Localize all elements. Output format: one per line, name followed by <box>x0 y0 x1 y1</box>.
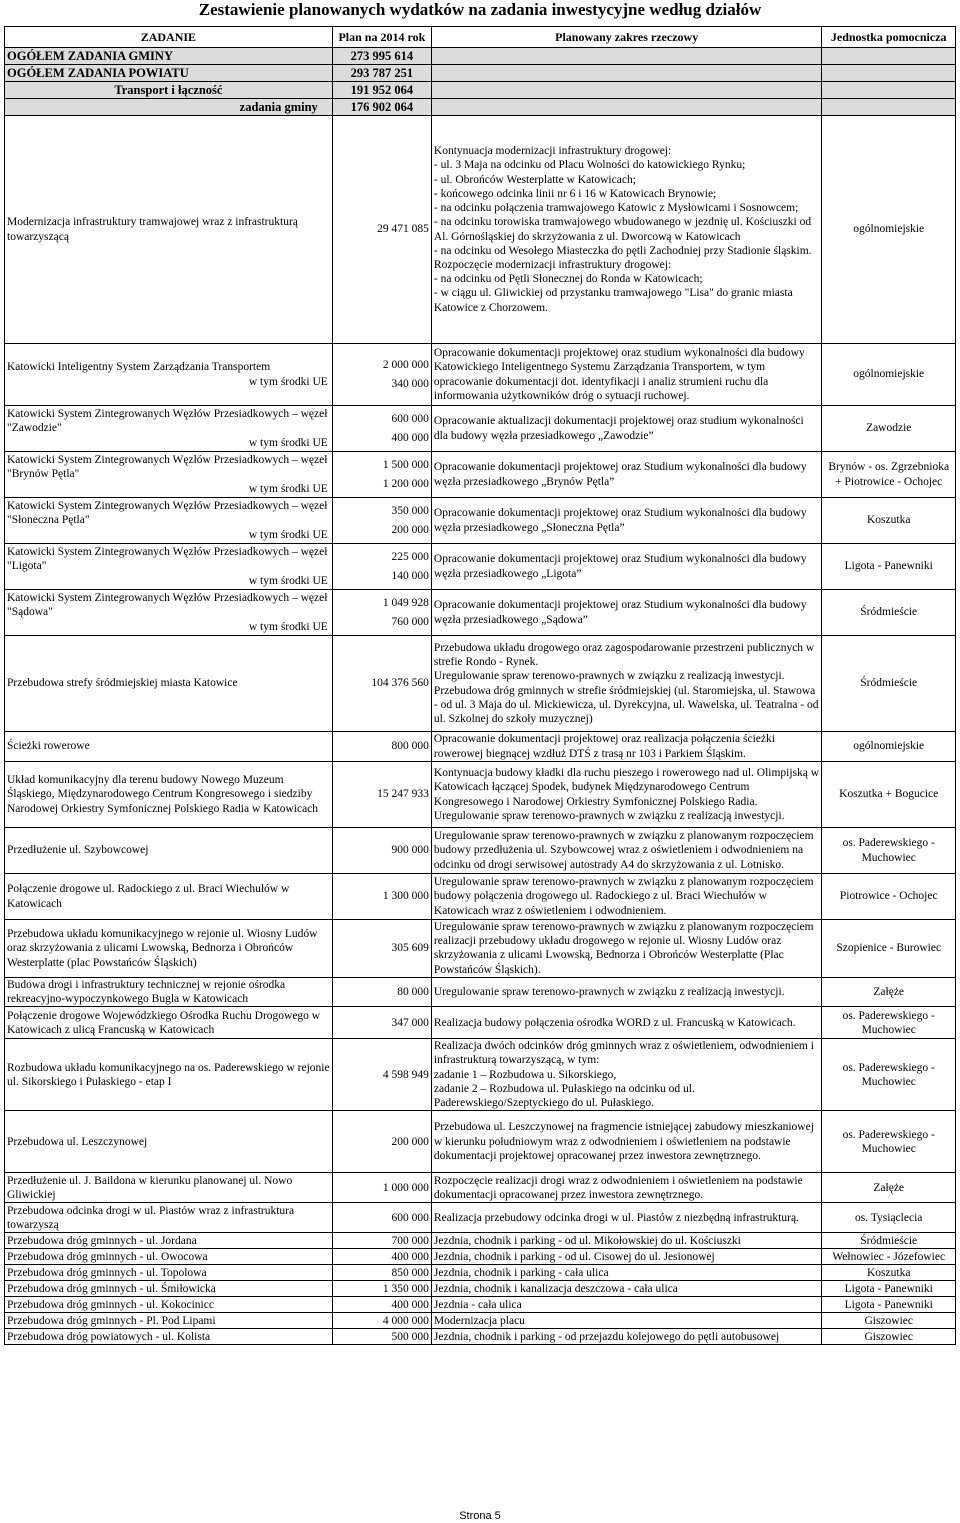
task-name: Przedłużenie ul. J. Baildona w kierunku planowanej ul. Nowo Gliwickiej <box>7 1174 293 1201</box>
table-row <box>5 828 956 874</box>
task-cell <box>5 1265 333 1281</box>
task-cell <box>5 977 333 1006</box>
plan-value: 1 300 000 <box>382 890 429 903</box>
task-name: Przebudowa dróg powiatowych - ul. Kolista <box>7 1330 211 1343</box>
plan-value: 700 000 <box>391 1234 429 1247</box>
table-row <box>5 452 956 498</box>
task-cell <box>5 1039 333 1111</box>
unit-cell: Załęże <box>822 977 956 1006</box>
task-name: Przebudowa dróg gminnych - ul. Śmiłowicka <box>7 1282 216 1295</box>
scope-cell: Jezdnia, chodnik i parking - od ul. Cisowej do ul. Jesionowej <box>431 1249 822 1265</box>
scope-cell: Jezdnia, chodnik i parking - cała ulica <box>431 1265 822 1281</box>
scope-cell: Rozpoczęcie realizacji drogi wraz z odwodnieniem i oświetleniem na podstawie dokumentacji opracowanej przez inwestora zewnętrznego. <box>431 1173 822 1203</box>
scope-cell: Jezdnia - cała ulica <box>431 1297 822 1313</box>
scope-cell: Realizacja przebudowy odcinka drogi w ul. Piastów z niezbędną infrastrukturą. <box>431 1203 822 1233</box>
plan-value: 1 000 000 <box>382 1181 429 1194</box>
header-row <box>5 27 956 48</box>
ue-value: 1 200 000 <box>382 477 429 490</box>
task-name: Połączenie drogowe ul. Radockiego z ul. Braci Wiechułów w Katowicach <box>7 883 290 910</box>
task-cell <box>5 762 333 828</box>
summary-label: OGÓŁEM ZADANIA POWIATU <box>5 65 333 82</box>
task-name: Katowicki System Zintegrowanych Węzłów Przesiadkowych – węzeł "Brynów Pętla" <box>7 454 328 481</box>
scope-cell: Uregulowanie spraw terenowo-prawnych w związku z planowanym rozpoczęciem budowy przedłużenia ul. Szybowcowej wraz z oświetleniem i odwodnieniem na odcinku od drogi serwisowej autostrady A4 do skrzyżowania z ul. Lotnisko. <box>431 828 822 874</box>
task-name: Modernizacja infrastruktury tramwajowej wraz z infrastrukturą towarzyszącą <box>7 216 298 243</box>
table-row <box>5 1313 956 1329</box>
summary-value: 293 787 251 <box>332 65 431 82</box>
plan-cell <box>332 1173 431 1203</box>
table-row <box>5 1297 956 1313</box>
plan-cell <box>332 1281 431 1297</box>
task-name: Przebudowa dróg gminnych - ul. Jordana <box>7 1234 197 1247</box>
ue-label: w tym środki UE <box>248 482 328 495</box>
unit-cell: Szopienice - Burowiec <box>822 920 956 978</box>
unit-cell: Śródmieście <box>822 636 956 732</box>
header-scope: Planowany zakres rzeczowy <box>431 27 822 48</box>
task-cell <box>5 452 333 498</box>
task-name: Ścieżki rowerowe <box>7 740 90 753</box>
task-cell <box>5 1249 333 1265</box>
scope-cell: Realizacja budowy połączenia ośrodka WORD z ul. Francuską w Katowicach. <box>431 1007 822 1039</box>
task-name: Katowicki System Zintegrowanych Węzłów Przesiadkowych – węzeł "Słoneczna Pętla" <box>7 500 328 527</box>
unit-cell: Ligota - Panewniki <box>822 1281 956 1297</box>
scope-cell: Uregulowanie spraw terenowo-prawnych w związku z planowanym rozpoczęciem budowy połączenia drogowego ul. Radockiego z ul. Braci Wiechułów w Katowicach wraz z oświetleniem i odwodnieniem. <box>431 874 822 920</box>
ue-value: 400 000 <box>391 431 429 444</box>
plan-value: 29 471 085 <box>377 223 429 236</box>
plan-cell <box>332 344 431 406</box>
page-title: Zestawienie planowanych wydatków na zadania inwestycyjne według działów <box>198 0 762 19</box>
summary-value: 191 952 064 <box>332 82 431 99</box>
task-cell <box>5 1007 333 1039</box>
task-name: Przebudowa strefy śródmiejskiej miasta Katowice <box>7 677 238 690</box>
plan-value: 4 598 949 <box>382 1068 429 1081</box>
unit-cell: os. Paderewskiego - Muchowiec <box>822 1111 956 1173</box>
unit-cell: Śródmieście <box>822 590 956 636</box>
task-cell <box>5 636 333 732</box>
task-name: Przebudowa dróg gminnych - ul. Owocowa <box>7 1250 208 1263</box>
plan-cell <box>332 1265 431 1281</box>
table-row <box>5 1233 956 1249</box>
plan-cell <box>332 920 431 978</box>
task-name: Układ komunikacyjny dla terenu budowy Nowego Muzeum Śląskiego, Międzynarodowego Centrum Kongresowego i siedziby Narodowej Orkiestry Symfonicznej Polskiego Radia w Katowicach <box>7 774 319 815</box>
task-cell <box>5 406 333 452</box>
plan-cell <box>332 116 431 344</box>
scope-cell: Modernizacja placu <box>431 1313 822 1329</box>
task-name: Przedłużenie ul. Szybowcowej <box>7 844 149 857</box>
unit-cell: Brynów - os. Zgrzebnioka + Piotrowice - Ochojec <box>822 452 956 498</box>
unit-cell: ogólnomiejskie <box>822 344 956 406</box>
plan-value: 800 000 <box>391 740 429 753</box>
plan-cell <box>332 1313 431 1329</box>
summary-value: 176 902 064 <box>332 99 431 116</box>
summary-value: 273 995 614 <box>332 48 431 65</box>
summary-empty <box>431 99 822 116</box>
summary-row <box>5 82 956 99</box>
plan-cell <box>332 1007 431 1039</box>
task-name: Budowa drogi i infrastruktury technicznej w rejonie ośrodka rekreacyjno-wypoczynkowego Bugla w Katowicach <box>7 978 286 1006</box>
plan-cell <box>332 1039 431 1111</box>
task-cell <box>5 1281 333 1297</box>
summary-empty <box>822 99 956 116</box>
summary-row <box>5 65 956 82</box>
plan-cell <box>332 828 431 874</box>
unit-cell: Koszutka + Bogucice <box>822 762 956 828</box>
scope-cell: Opracowanie dokumentacji projektowej oraz Studium wykonalności dla budowy węzła przesiadkowego „Brynów Pętla” <box>431 452 822 498</box>
scope-cell: Kontynuacja budowy kładki dla ruchu pieszego i rowerowego nad ul. Olimpijską w Katowicach łączącej Spodek, budynek Międzynarodowego Centrum Kongresowego i Narodowej Orkiestry Symfonicznej Polskiego Radia. Uregulowanie spraw terenowo-prawnych w związku z realizacją inwestycji. <box>431 762 822 828</box>
scope-cell: Opracowanie dokumentacji projektowej oraz Studium wykonalności dla budowy węzła przesiadkowego „Słoneczna Pętla” <box>431 498 822 544</box>
task-name: Połączenie drogowe Wojewódzkiego Ośrodka Ruchu Drogowego w Katowicach z ulicą Francuską w Katowicach <box>7 1009 321 1036</box>
plan-value: 400 000 <box>391 1298 429 1311</box>
plan-cell <box>332 544 431 590</box>
plan-value: 900 000 <box>391 844 429 857</box>
scope-cell: Przebudowa ul. Leszczynowej na fragmencie istniejącej zabudowy mieszkaniowej w kierunku południowym wraz z odwodnieniem i oświetleniem na podstawie dokumentacji projektowej opracowanej przez inwestora zewnętrznego. <box>431 1111 822 1173</box>
task-cell <box>5 1173 333 1203</box>
plan-value: 850 000 <box>391 1266 429 1279</box>
task-cell <box>5 1203 333 1233</box>
unit-cell: Ligota - Panewniki <box>822 1297 956 1313</box>
table-row <box>5 636 956 732</box>
table-row <box>5 1111 956 1173</box>
scope-cell: Opracowanie aktualizacji dokumentacji projektowej oraz studium wykonalności dla budowy węzła przesiadkowego „Zawodzie” <box>431 406 822 452</box>
table-row <box>5 344 956 406</box>
table-row <box>5 1281 956 1297</box>
unit-cell: ogólnomiejskie <box>822 732 956 762</box>
plan-value: 2 000 000 <box>382 359 429 372</box>
task-cell <box>5 874 333 920</box>
plan-cell <box>332 977 431 1006</box>
task-name: Katowicki System Zintegrowanych Węzłów Przesiadkowych – węzeł "Zawodzie" <box>7 408 328 435</box>
unit-cell: Giszowiec <box>822 1329 956 1345</box>
plan-value: 600 000 <box>391 413 429 426</box>
task-name: Przebudowa dróg gminnych - Pl. Pod Lipami <box>7 1314 216 1327</box>
table-row <box>5 977 956 1006</box>
task-name: Katowicki System Zintegrowanych Węzłów Przesiadkowych – węzeł "Ligota" <box>7 546 328 573</box>
task-name: Katowicki Inteligentny System Zarządzania Transportem <box>7 361 271 374</box>
header-unit: Jednostka pomocnicza <box>822 27 956 48</box>
task-cell <box>5 1111 333 1173</box>
scope-cell: Kontynuacja modernizacji infrastruktury drogowej: - ul. 3 Maja na odcinku od Placu Wolności do katowickiego Rynku; - ul. Obrońców Westerplatte w Katowicach; - końcowego odcinka linii nr 6 i 16 w Katowicach Brynowie; - na odcinku połączenia tramwajowego Katowic z Mysłowicami i Sosnowcem; - na odcinku torowiska tramwajowego wbudowanego w jezdnię ul. Kościuszki od Al. Górnośląskiej do skrzyżowania z ul. Dworcową w Katowicach - na odcinku od Wesołego Miasteczka do pętli Zachodniej przy Stadionie śląskim. Rozpoczęcie modernizacji infrastruktury drogowej: - na odcinku od Pętli Słonecznej do Ronda w Katowicach; - w ciągu ul. Gliwickiej od przystanku tramwajowego "Lisa" do granic miasta Katowice z Chorzowem. <box>431 116 822 344</box>
task-name: Przebudowa układu komunikacyjnego w rejonie ul. Wiosny Ludów oraz skrzyżowania z ulicami Lwowską, Bednorza i Obrońców Westerplatte (plac Powstańców Śląskich) <box>7 928 318 969</box>
table-row <box>5 874 956 920</box>
ue-label: w tym środki UE <box>248 574 328 587</box>
plan-value: 305 609 <box>391 942 429 955</box>
table-row <box>5 1265 956 1281</box>
plan-value: 1 049 928 <box>382 597 429 610</box>
plan-value: 350 000 <box>391 505 429 518</box>
task-name: Rozbudowa układu komunikacyjnego na os. Paderewskiego w rejonie ul. Sikorskiego i Pułaskiego - etap I <box>7 1061 330 1088</box>
ue-label: w tym środki UE <box>248 528 328 541</box>
plan-value: 400 000 <box>391 1250 429 1263</box>
summary-empty <box>431 82 822 99</box>
table-row <box>5 544 956 590</box>
scope-cell: Przebudowa układu drogowego oraz zagospodarowanie przestrzeni publicznych w strefie Rondo - Rynek. Uregulowanie spraw terenowo-prawnych w związku z realizacją inwestycji. Przebudowa dróg gminnych w strefie śródmiejskiej (ul. Staromiejska, ul. Stawowa - od ul. 3 Maja do ul. Mickiewicza, ul. Dyrekcyjna, ul. Wawelska, ul. Teatralna - od ul. Szkolnej do szkoły muzycznej) <box>431 636 822 732</box>
unit-cell: Zawodzie <box>822 406 956 452</box>
plan-value: 600 000 <box>391 1211 429 1224</box>
task-cell <box>5 732 333 762</box>
scope-cell: Jezdnia, chodnik i kanalizacja deszczowa - cała ulica <box>431 1281 822 1297</box>
table-row <box>5 1173 956 1203</box>
plan-cell <box>332 1233 431 1249</box>
plan-value: 1 500 000 <box>382 459 429 472</box>
table-row <box>5 920 956 978</box>
summary-empty <box>822 48 956 65</box>
plan-value: 200 000 <box>391 1135 429 1148</box>
plan-value: 4 000 000 <box>382 1314 429 1327</box>
task-cell <box>5 920 333 978</box>
task-name: Przebudowa dróg gminnych - ul. Kokocinicc <box>7 1298 214 1311</box>
unit-cell: Wełnowiec - Józefowiec <box>822 1249 956 1265</box>
summary-empty <box>431 48 822 65</box>
plan-value: 347 000 <box>391 1016 429 1029</box>
table-row <box>5 1329 956 1345</box>
scope-cell: Jezdnia, chodnik i parking - od przejazdu kolejowego do pętli autobusowej <box>431 1329 822 1345</box>
table-row <box>5 732 956 762</box>
table-row <box>5 498 956 544</box>
plan-cell <box>332 452 431 498</box>
unit-cell: Ligota - Panewniki <box>822 544 956 590</box>
plan-value: 80 000 <box>397 985 429 998</box>
task-cell <box>5 344 333 406</box>
table-row <box>5 1007 956 1039</box>
plan-cell <box>332 1297 431 1313</box>
ue-label: w tym środki UE <box>248 436 328 449</box>
task-name: Przebudowa ul. Leszczynowej <box>7 1135 148 1148</box>
plan-cell <box>332 636 431 732</box>
scope-cell: Opracowanie dokumentacji projektowej oraz Studium wykonalności dla budowy węzła przesiadkowego „Ligota” <box>431 544 822 590</box>
header-plan: Plan na 2014 rok <box>332 27 431 48</box>
task-name: Katowicki System Zintegrowanych Węzłów Przesiadkowych – węzeł "Sądowa" <box>7 592 328 619</box>
summary-row <box>5 48 956 65</box>
task-cell <box>5 1233 333 1249</box>
task-cell <box>5 1329 333 1345</box>
plan-value: 500 000 <box>391 1330 429 1343</box>
task-name: Przebudowa odcinka drogi w ul. Piastów wraz z infrastruktura towarzyszą <box>7 1204 295 1231</box>
unit-cell: os. Paderewskiego - Muchowiec <box>822 1039 956 1111</box>
unit-cell: os. Tysiąclecia <box>822 1203 956 1233</box>
plan-value: 1 350 000 <box>382 1282 429 1295</box>
summary-empty <box>431 65 822 82</box>
task-cell <box>5 1297 333 1313</box>
task-cell <box>5 828 333 874</box>
header-task: ZADANIE <box>5 27 333 48</box>
ue-value: 140 000 <box>391 569 429 582</box>
table-row <box>5 406 956 452</box>
table-row <box>5 1203 956 1233</box>
unit-cell: Piotrowice - Ochojec <box>822 874 956 920</box>
plan-cell <box>332 1111 431 1173</box>
summary-empty <box>822 65 956 82</box>
summary-empty <box>822 82 956 99</box>
unit-cell: os. Paderewskiego - Muchowiec <box>822 1007 956 1039</box>
ue-label: w tym środki UE <box>248 620 328 633</box>
plan-value: 15 247 933 <box>377 788 429 801</box>
table-row <box>5 1039 956 1111</box>
plan-value: 104 376 560 <box>371 677 429 690</box>
page-number: Strona 5 <box>459 1510 501 1522</box>
table-row <box>5 116 956 344</box>
task-cell <box>5 498 333 544</box>
summary-label: OGÓŁEM ZADANIA GMINY <box>5 48 333 65</box>
plan-cell <box>332 1203 431 1233</box>
ue-value: 340 000 <box>391 377 429 390</box>
unit-cell: Śródmieście <box>822 1233 956 1249</box>
investment-table <box>4 26 956 1345</box>
scope-cell: Opracowanie dokumentacji projektowej oraz studium wykonalności dla budowy Katowickiego Inteligentnego Systemu Zarządzania Transportem, w tym opracowanie dokumentacji dot. identyfikacji i analiz strumieni ruchu dla informowania użytkowników dróg o sytuacji ruchowej. <box>431 344 822 406</box>
plan-cell <box>332 1249 431 1265</box>
scope-cell: Uregulowanie spraw terenowo-prawnych w związku z realizacją inwestycji. <box>431 977 822 1006</box>
task-name: Przebudowa dróg gminnych - ul. Topolowa <box>7 1266 207 1279</box>
unit-cell: Koszutka <box>822 498 956 544</box>
unit-cell: ogólnomiejskie <box>822 116 956 344</box>
ue-value: 760 000 <box>391 615 429 628</box>
task-cell <box>5 544 333 590</box>
task-cell <box>5 590 333 636</box>
summary-row <box>5 99 956 116</box>
unit-cell: Giszowiec <box>822 1313 956 1329</box>
plan-value: 225 000 <box>391 551 429 564</box>
unit-cell: Koszutka <box>822 1265 956 1281</box>
plan-cell <box>332 1329 431 1345</box>
table-row <box>5 762 956 828</box>
scope-cell: Uregulowanie spraw terenowo-prawnych w związku z planowanym rozpoczęciem realizacji przebudowy układu drogowego w rejonie ul. Wiosny Ludów oraz skrzyżowania z ulicami Lwowską, Bednorza i Obrońców Westerplatte (Plac Powstańców Śląskich). <box>431 920 822 978</box>
plan-cell <box>332 762 431 828</box>
plan-cell <box>332 406 431 452</box>
scope-cell: Jezdnia, chodnik i parking - od ul. Mikołowskiej do ul. Kościuszki <box>431 1233 822 1249</box>
scope-cell: Opracowanie dokumentacji projektowej oraz realizacja połączenia ścieżki rowerowej biegnącej wzdłuż DTŚ z trasą nr 103 i Parkiem Śląskim. <box>431 732 822 762</box>
task-cell <box>5 1313 333 1329</box>
plan-cell <box>332 498 431 544</box>
plan-cell <box>332 590 431 636</box>
ue-value: 200 000 <box>391 523 429 536</box>
scope-cell: Opracowanie dokumentacji projektowej oraz Studium wykonalności dla budowy węzła przesiadkowego „Sądowa” <box>431 590 822 636</box>
scope-cell: Realizacja dwóch odcinków dróg gminnych wraz z oświetleniem, odwodnieniem i infrastrukturą towarzyszącą, w tym: zadanie 1 – Rozbudowa u. Sikorskiego, zadanie 2 – Rozbudowa ul. Pułaskiego na odcinku od ul. Paderewskiego/Szeptyckiego do ul. Pułaskiego. <box>431 1039 822 1111</box>
ue-label: w tym środki UE <box>248 375 328 388</box>
table-row <box>5 1249 956 1265</box>
summary-label: zadania gminy <box>5 99 333 116</box>
plan-cell <box>332 732 431 762</box>
unit-cell: Załęże <box>822 1173 956 1203</box>
task-cell <box>5 116 333 344</box>
unit-cell: os. Paderewskiego - Muchowiec <box>822 828 956 874</box>
plan-cell <box>332 874 431 920</box>
table-row <box>5 590 956 636</box>
summary-label: Transport i łączność <box>5 82 333 99</box>
